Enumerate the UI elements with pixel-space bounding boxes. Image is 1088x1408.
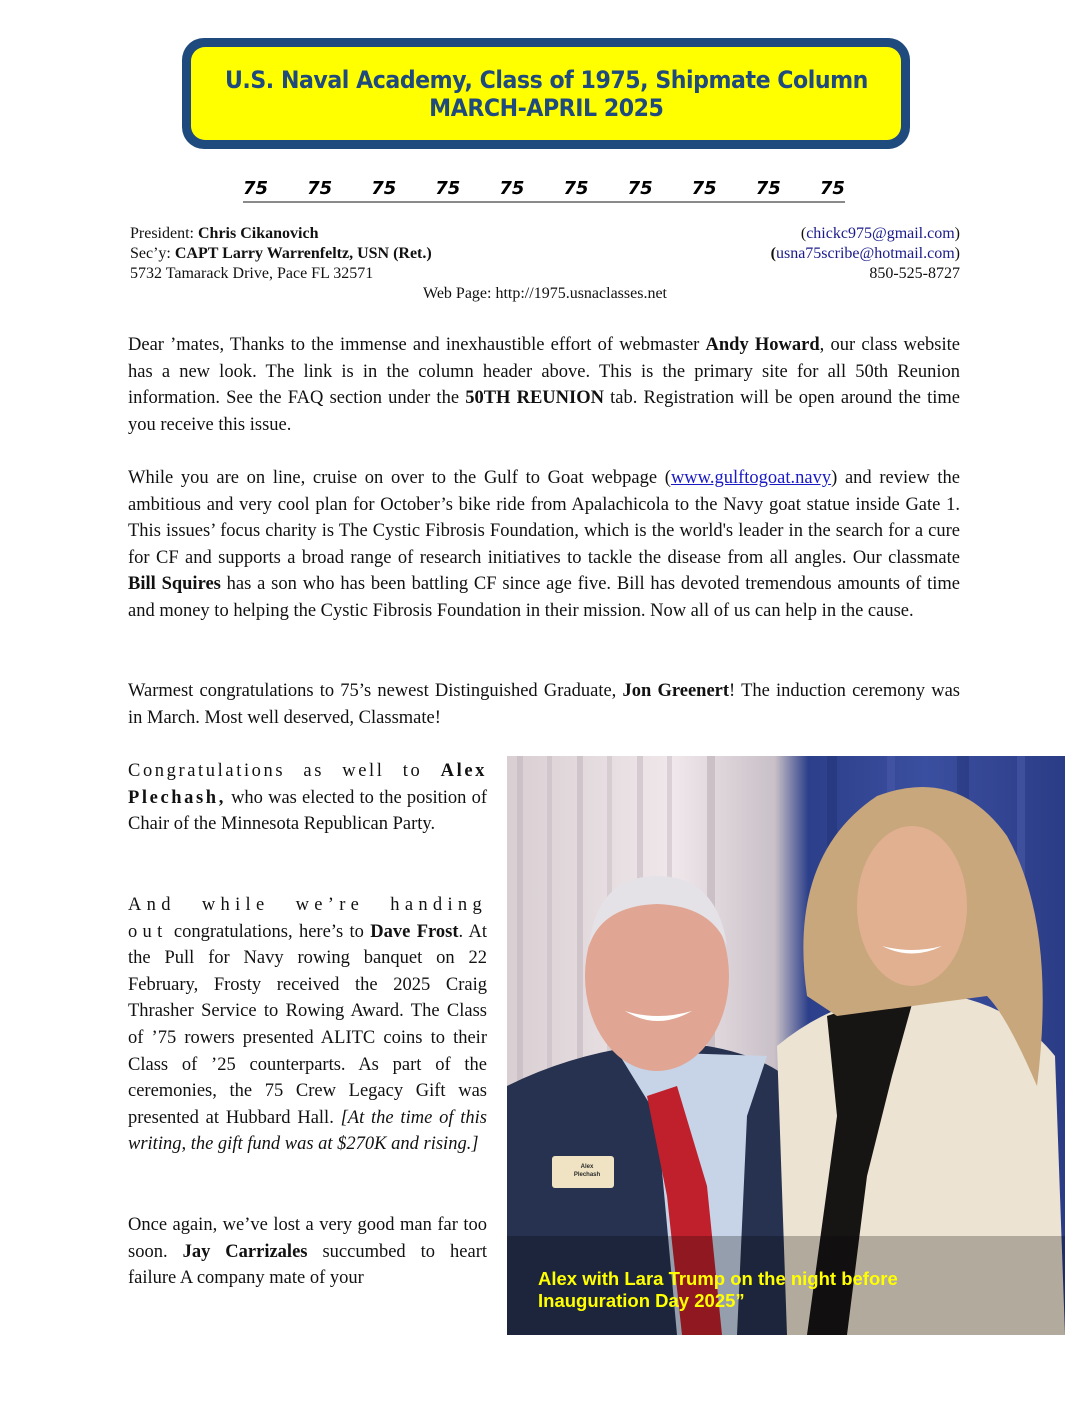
web-page: Web Page: http://1975.usnaclasses.net bbox=[423, 285, 667, 302]
photo-caption-line2: Inauguration Day 2025” bbox=[538, 1290, 745, 1311]
column-header-banner bbox=[182, 38, 910, 149]
president-label: President: bbox=[130, 225, 198, 242]
secretary-email-wrap: (usna75scribe@hotmail.com) bbox=[770, 245, 960, 262]
paragraph-jay-carrizales: Once again, we’ve lost a very good man far too soon. Jay Carrizales succumbed to heart failure A company mate of your bbox=[128, 1215, 488, 1289]
secretary-row bbox=[130, 244, 960, 264]
divider-mark: 75 bbox=[627, 178, 653, 199]
president-email[interactable]: chickc975@gmail.com bbox=[806, 225, 955, 242]
name-alex-plechash: Alex Plechash, bbox=[128, 761, 487, 808]
name-jay-carrizales: Jay Carrizales bbox=[182, 1241, 308, 1262]
president-email-wrap: (chickc975@gmail.com) bbox=[800, 225, 960, 242]
divider-mark: 75 bbox=[243, 178, 269, 199]
name-dave-frost: Dave Frost bbox=[370, 921, 459, 942]
photo-alex-with-lara-trump bbox=[507, 756, 1065, 1335]
secretary-info bbox=[130, 244, 432, 264]
issue-date: MARCH-APRIL 2025 bbox=[428, 93, 664, 122]
divider-mark: 75 bbox=[691, 178, 717, 199]
address-row bbox=[130, 264, 960, 284]
president-info bbox=[130, 224, 318, 244]
divider-mark: 75 bbox=[499, 178, 525, 199]
secretary-label: Sec’y: bbox=[130, 245, 175, 262]
name-bill-squires: Bill Squires bbox=[128, 574, 221, 595]
name-andy-howard: Andy Howard bbox=[705, 335, 820, 355]
president-row bbox=[130, 224, 960, 244]
name-jon-greenert: Jon Greenert bbox=[622, 681, 730, 701]
divider-mark: 75 bbox=[435, 178, 461, 199]
divider-mark: 75 bbox=[371, 178, 397, 199]
secretary-email[interactable]: usna75scribe@hotmail.com bbox=[775, 245, 955, 262]
paragraph-gulf-to-goat: While you are on line, cruise on over to the Gulf to Goat webpage (www.gulftogoat.navy) and review the ambitious and very cool plan for October’s bike ride from Apalachicola to the Navy goat statue inside Gate 1. This issues’ focus charity is The Cystic Fibrosis Foundation, which is the world's leader in the search for a cure for CF and supports a broad range of research initiatives to tackle the disease from all angles. Our classmate Bill Squires has a son who has been battling CF since age five. Bill has devoted tremendous amounts of time and money to helping the Cystic Fibrosis Foundation in their mission. Now all of us can help in the cause. bbox=[128, 468, 960, 621]
class-year-divider bbox=[243, 178, 845, 203]
divider-mark: 75 bbox=[755, 178, 781, 199]
photo-caption-line1: Alex with Lara Trump on the night before bbox=[538, 1268, 898, 1289]
reunion-tab-label: 50TH REUNION bbox=[465, 388, 604, 409]
woman-face bbox=[857, 826, 967, 986]
president-name: Chris Cikanovich bbox=[198, 225, 319, 242]
gulf-to-goat-link[interactable]: www.gulftogoat.navy bbox=[670, 468, 832, 488]
photo-caption bbox=[538, 1268, 898, 1312]
divider-mark: 75 bbox=[563, 178, 589, 199]
paragraph-distinguished-graduate: Warmest congratulations to 75’s newest Distinguished Graduate, Jon Greenert! The induction ceremony was in March. Most well deserved, Classmate! bbox=[128, 681, 960, 728]
divider-mark: 75 bbox=[307, 178, 333, 199]
paragraph-website: Dear ’mates, Thanks to the immense and inexhaustible effort of webmaster Andy Howard, our class website has a new look. The link is in the column header above. This is the primary site for all 50th Reunion information. See the FAQ section under the 50TH REUNION tab. Registration will be open around the time you receive this issue. bbox=[128, 335, 960, 435]
gift-fund-note: [At the time of this writing, the gift fund was at $270K and rising.] bbox=[128, 1107, 487, 1155]
photo-illustration bbox=[507, 756, 1065, 1335]
name-badge-last: Plechash bbox=[573, 1172, 601, 1178]
contact-block bbox=[130, 224, 960, 304]
paragraph-alex-plechash: Congratulations as well to Alex Plechash, who was elected to the position of Chair of the Minnesota Republican Party. bbox=[128, 761, 487, 835]
name-badge-first: Alex bbox=[580, 1164, 594, 1170]
secretary-name: CAPT Larry Warrenfeltz, USN (Ret.) bbox=[174, 245, 432, 262]
mailing-address: 5732 Tamarack Drive, Pace FL 32571 bbox=[130, 265, 374, 282]
column-header-inner bbox=[191, 47, 901, 140]
paragraph-dave-frost: And while we’re handing out congratulations, here’s to Dave Frost. At the Pull for Navy rowing banquet on 22 February, Frosty received the 2025 Craig Thrasher Service to Rowing Award. The Class of ’75 rowers presented ALITC coins to their Class of ’25 counterparts. As part of the ceremonies, the 75 Crew Legacy Gift was presented at Hubbard Hall. [At the time of this writing, the gift fund was at $270K and rising.] bbox=[128, 895, 487, 1155]
divider-mark: 75 bbox=[819, 178, 845, 199]
phone-number: 850-525-8727 bbox=[869, 265, 960, 282]
column-title: U.S. Naval Academy, Class of 1975, Shipmate Column bbox=[224, 65, 868, 94]
